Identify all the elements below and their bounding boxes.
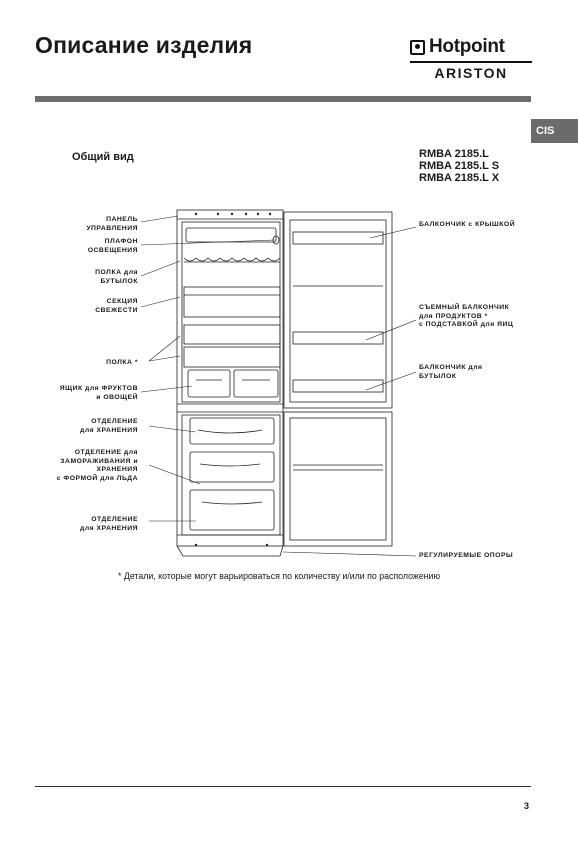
- label-fresh-section: СЕКЦИЯ СВЕЖЕСТИ: [95, 298, 138, 314]
- label-storage-compartment: ОТДЕЛЕНИЕ для ХРАНЕНИЯ: [80, 418, 138, 434]
- label-freezing-compartment: ОТДЕЛЕНИЕ для ЗАМОРАЖИВАНИЯ и ХРАНЕНИЯ с ФОРМОЙ для ЛЬДА: [56, 449, 138, 482]
- language-tab: CIS: [531, 119, 578, 143]
- footnote: * Детали, которые могут варьироваться по количеству и/или по расположению: [118, 571, 441, 581]
- brand-subname: ARISTON: [434, 65, 508, 81]
- label-bottle-shelf: ПОЛКА для БУТЫЛОК: [95, 269, 138, 285]
- label-storage-compartment-bottom: ОТДЕЛЕНИЕ для ХРАНЕНИЯ: [80, 516, 138, 532]
- label-bottle-balcony: БАЛКОНЧИК для БУТЫЛОК: [419, 364, 483, 380]
- model-name: RMBA 2185.L S: [419, 160, 500, 172]
- model-name: RMBA 2185.L X: [419, 172, 500, 184]
- label-shelf: ПОЛКА *: [106, 359, 138, 366]
- fridge-door: [284, 212, 392, 408]
- page-title: Описание изделия: [35, 32, 253, 58]
- label-control-panel: ПАНЕЛЬ УПРАВЛЕНИЯ: [86, 216, 138, 232]
- footer-rule: [35, 786, 531, 787]
- brand-name: Hotpoint: [429, 36, 505, 57]
- label-lamp: ПЛАФОН ОСВЕЩЕНИЯ: [87, 238, 138, 254]
- label-removable-balcony: СЪЕМНЫЙ БАЛКОНЧИК для ПРОДУКТОВ * с ПОДСТАВКОЙ для ЯИЦ: [419, 304, 514, 328]
- label-fruit-drawer: ЯЩИК для ФРУКТОВ и ОВОЩЕЙ: [59, 385, 138, 401]
- label-adjustable-feet: РЕГУЛИРУЕМЫЕ ОПОРЫ: [419, 552, 514, 559]
- model-name: RMBA 2185.L: [419, 148, 489, 160]
- page-number: 3: [524, 801, 530, 811]
- label-covered-balcony: БАЛКОНЧИК с КРЫШКОЙ: [419, 221, 516, 228]
- section-title: Общий вид: [72, 151, 134, 163]
- freezer-door: [284, 412, 392, 546]
